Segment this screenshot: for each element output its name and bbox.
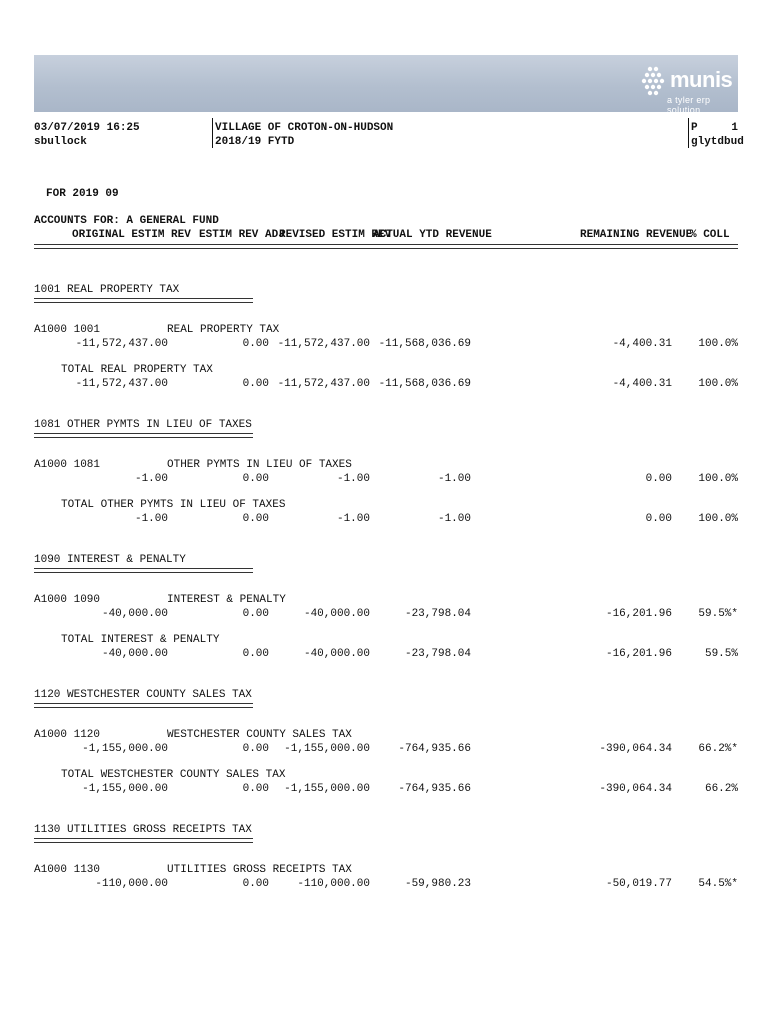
total-value-remaining: -16,201.96	[605, 648, 672, 660]
group-title-rule	[34, 838, 253, 843]
group-title: 1120 WESTCHESTER COUNTY SALES TAX	[34, 689, 252, 701]
account-value-original: -1,155,000.00	[82, 743, 168, 755]
account-number: A1000 1120	[34, 729, 101, 741]
total-value-adj: 0.00	[242, 648, 269, 660]
account-value-remaining: -390,064.34	[599, 743, 672, 755]
total-label: TOTAL INTEREST & PENALTY	[61, 634, 220, 646]
total-value-original: -11,572,437.00	[75, 378, 168, 390]
total-value-revised: -1.00	[336, 513, 370, 525]
account-value-original: -110,000.00	[95, 878, 168, 890]
total-value-revised: -1,155,000.00	[284, 783, 370, 795]
header-rule	[34, 244, 738, 249]
account-value-remaining: -4,400.31	[612, 338, 672, 350]
col-revised: REVISED ESTIM REV	[279, 229, 392, 241]
account-value-actual: -11,568,036.69	[378, 338, 471, 350]
account-value-actual: -1.00	[437, 473, 471, 485]
report-datetime: 03/07/2019 16:25	[34, 122, 140, 134]
account-name: INTEREST & PENALTY	[167, 594, 286, 606]
header-divider	[212, 118, 213, 148]
header-divider	[688, 118, 689, 148]
logo-wordmark: munis	[670, 67, 733, 92]
total-value-remaining: 0.00	[645, 513, 672, 525]
munis-dots-icon	[640, 65, 672, 97]
group-title-rule	[34, 298, 253, 303]
account-value-adj: 0.00	[242, 338, 269, 350]
group-title: 1130 UTILITIES GROSS RECEIPTS TAX	[34, 824, 252, 836]
account-value-coll: 54.5%*	[698, 878, 738, 890]
total-value-original: -40,000.00	[101, 648, 168, 660]
account-value-coll: 66.2%*	[698, 743, 738, 755]
account-name: WESTCHESTER COUNTY SALES TAX	[167, 729, 352, 741]
total-value-actual: -23,798.04	[404, 648, 471, 660]
total-value-actual: -11,568,036.69	[378, 378, 471, 390]
total-value-coll: 59.5%	[704, 648, 738, 660]
total-label: TOTAL WESTCHESTER COUNTY SALES TAX	[61, 769, 286, 781]
col-coll: % COLL	[690, 229, 730, 241]
total-value-adj: 0.00	[242, 513, 269, 525]
total-value-adj: 0.00	[242, 783, 269, 795]
group-title-rule	[34, 433, 253, 438]
total-value-revised: -11,572,437.00	[277, 378, 370, 390]
account-value-original: -11,572,437.00	[75, 338, 168, 350]
account-number: A1000 1001	[34, 324, 101, 336]
account-name: OTHER PYMTS IN LIEU OF TAXES	[167, 459, 352, 471]
account-value-remaining: 0.00	[645, 473, 672, 485]
total-value-coll: 66.2%	[704, 783, 738, 795]
account-value-remaining: -50,019.77	[605, 878, 672, 890]
page-label: P	[691, 122, 698, 134]
total-label: TOTAL OTHER PYMTS IN LIEU OF TAXES	[61, 499, 286, 511]
account-value-actual: -764,935.66	[398, 743, 471, 755]
munis-logo	[640, 63, 733, 115]
account-value-original: -1.00	[134, 473, 168, 485]
account-number: A1000 1090	[34, 594, 101, 606]
total-label: TOTAL REAL PROPERTY TAX	[61, 364, 213, 376]
col-remaining: REMAINING REVENUE	[580, 229, 693, 241]
accounts-for: ACCOUNTS FOR: A GENERAL FUND	[34, 215, 219, 227]
account-number: A1000 1081	[34, 459, 101, 471]
account-value-original: -40,000.00	[101, 608, 168, 620]
account-value-coll: 100.0%	[698, 473, 738, 485]
for-period: FOR 2019 09	[46, 188, 119, 200]
total-value-revised: -40,000.00	[303, 648, 370, 660]
account-number: A1000 1130	[34, 864, 101, 876]
total-value-original: -1,155,000.00	[82, 783, 168, 795]
account-value-remaining: -16,201.96	[605, 608, 672, 620]
account-value-adj: 0.00	[242, 878, 269, 890]
account-name: REAL PROPERTY TAX	[167, 324, 280, 336]
group-title-rule	[34, 568, 253, 573]
total-value-original: -1.00	[134, 513, 168, 525]
col-original: ORIGINAL ESTIM REV	[72, 229, 191, 241]
report-user: sbullock	[34, 136, 87, 148]
report-period: 2018/19 FYTD	[215, 136, 295, 148]
account-value-revised: -40,000.00	[303, 608, 370, 620]
report-banner	[34, 55, 738, 115]
page-number: 1	[731, 122, 738, 134]
account-value-revised: -11,572,437.00	[277, 338, 370, 350]
account-value-coll: 100.0%	[698, 338, 738, 350]
account-value-revised: -1.00	[336, 473, 370, 485]
org-name: VILLAGE OF CROTON-ON-HUDSON	[215, 122, 394, 134]
total-value-coll: 100.0%	[698, 513, 738, 525]
group-title: 1090 INTEREST & PENALTY	[34, 554, 186, 566]
account-value-revised: -1,155,000.00	[284, 743, 370, 755]
group-title: 1081 OTHER PYMTS IN LIEU OF TAXES	[34, 419, 252, 431]
report-code: glytdbud	[691, 136, 744, 148]
col-adj: ESTIM REV ADJ	[199, 229, 285, 241]
account-value-adj: 0.00	[242, 608, 269, 620]
total-value-actual: -764,935.66	[398, 783, 471, 795]
account-value-adj: 0.00	[242, 473, 269, 485]
account-value-revised: -110,000.00	[297, 878, 370, 890]
account-value-actual: -59,980.23	[404, 878, 471, 890]
group-title-rule	[34, 703, 253, 708]
account-value-adj: 0.00	[242, 743, 269, 755]
total-value-actual: -1.00	[437, 513, 471, 525]
total-value-adj: 0.00	[242, 378, 269, 390]
logo-tagline: a tyler erp solution	[667, 95, 711, 115]
col-actual: ACTUAL YTD REVENUE	[373, 229, 492, 241]
account-value-coll: 59.5%*	[698, 608, 738, 620]
total-value-remaining: -4,400.31	[612, 378, 672, 390]
account-value-actual: -23,798.04	[404, 608, 471, 620]
total-value-remaining: -390,064.34	[599, 783, 672, 795]
group-title: 1001 REAL PROPERTY TAX	[34, 284, 180, 296]
total-value-coll: 100.0%	[698, 378, 738, 390]
account-name: UTILITIES GROSS RECEIPTS TAX	[167, 864, 352, 876]
